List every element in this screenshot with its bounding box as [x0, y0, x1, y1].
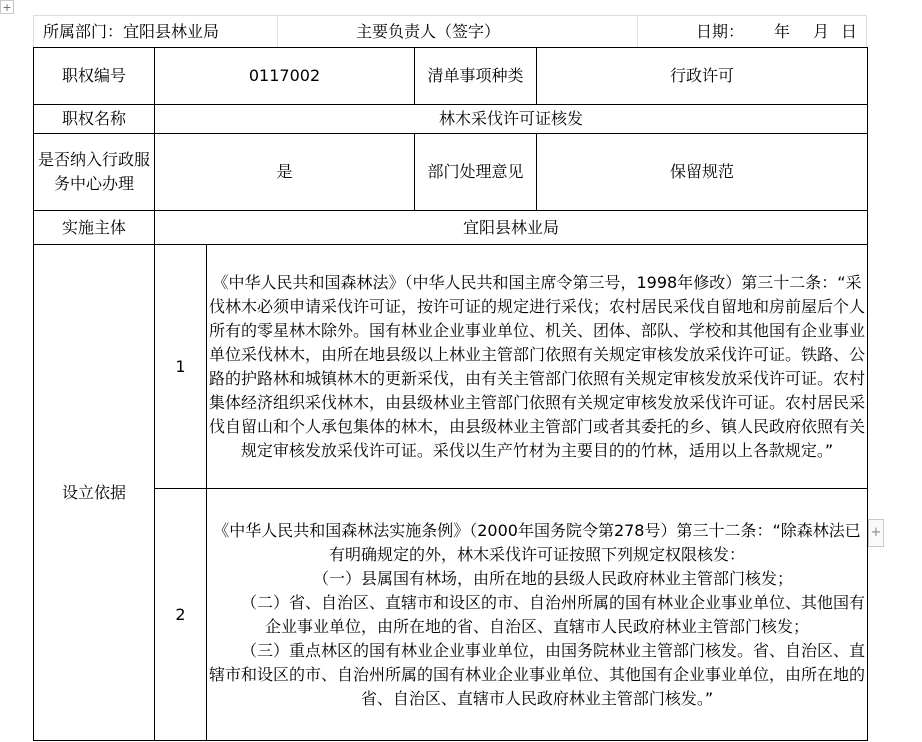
- basis-item: （一）县属国有林场，由所在地的县级人民政府林业主管部门核发；: [312, 568, 793, 588]
- power-list-table: [33, 47, 868, 741]
- add-column-button[interactable]: +: [868, 519, 884, 547]
- basis-number-2: 2: [155, 489, 207, 741]
- basis-item: （二）省、自治区、直辖市和设区的市、自治州所属的国有林业企业事业单位、其他国有企业事业单位，由所在地的省、自治区、直辖市人民政府林业主管部门核发；: [240, 592, 865, 636]
- subject-value: 宜阳县林业局: [155, 211, 868, 245]
- code-label: 职权编号: [34, 48, 155, 105]
- department-label: 所属部门：宜阳县林业局: [43, 22, 220, 41]
- opinion-value: 保留规范: [537, 134, 868, 211]
- category-label: 清单事项种类: [415, 48, 537, 105]
- responsible-signature-label: 主要负责人（签字）: [356, 22, 501, 41]
- basis-text-2: [207, 489, 868, 741]
- code-value: 0117002: [155, 48, 415, 105]
- date-label: 日期：: [696, 22, 745, 41]
- basis-paragraph: 《中华人民共和国森林法》（中华人民共和国主席令第三号，1998年修改）第三十二条：“采伐林木必须申请采伐许可证，按许可证的规定进行采伐；农村居民采伐自留地和房前屋后个人所有的零星林木除外。国有林业企业事业单位、机关、团体、部队、学校和其他国有企业事业单位采伐林木，由所在地县级以上林业主管部门依照有关规定审核发放采伐许可证。铁路、公路的护路林和城镇林木的更新采伐，由有关主管部门依照有关规定审核发放采伐许可证。农村集体经济组织采伐林木，由县级林业主管部门依照有关规定审核发放采伐许可证。农村居民采伐自留山和个人承包集体的林木，由县级林业主管部门或者其委托的乡、镇人民政府依照有关规定审核发放采伐许可证。采伐以生产竹材为主要目的的竹林，适用以上各款规定。”: [208, 272, 865, 460]
- opinion-label: 部门处理意见: [415, 134, 537, 211]
- date-month: 月: [813, 22, 830, 41]
- name-label: 职权名称: [34, 105, 155, 134]
- basis-number-1: 1: [155, 245, 207, 489]
- name-value: 林木采伐许可证核发: [155, 105, 868, 134]
- basis-item: （三）重点林区的国有林业企业事业单位，由国务院林业主管部门核发。省、自治区、直辖市和设区的市、自治州所属的国有林业企业事业单位、其他国有企业事业单位，由所在地的省、自治区、直辖市人民政府林业主管部门核发。”: [208, 640, 865, 708]
- category-value: 行政许可: [537, 48, 868, 105]
- basis-text-1: [207, 245, 868, 489]
- subject-label: 实施主体: [34, 211, 155, 245]
- date-year: 年: [774, 22, 791, 41]
- table-move-handle[interactable]: +: [0, 0, 14, 14]
- basis-paragraph: 《中华人民共和国森林法实施条例》（2000年国务院令第278号）第三十二条：“除森林法已有明确规定的外，林木采伐许可证按照下列规定权限核发：: [213, 520, 861, 564]
- service-center-label: 是否纳入行政服务中心办理: [34, 134, 155, 211]
- service-center-value: 是: [155, 134, 415, 211]
- basis-label: 设立依据: [34, 245, 155, 741]
- form-header: [33, 15, 867, 47]
- date-day: 日: [841, 22, 858, 41]
